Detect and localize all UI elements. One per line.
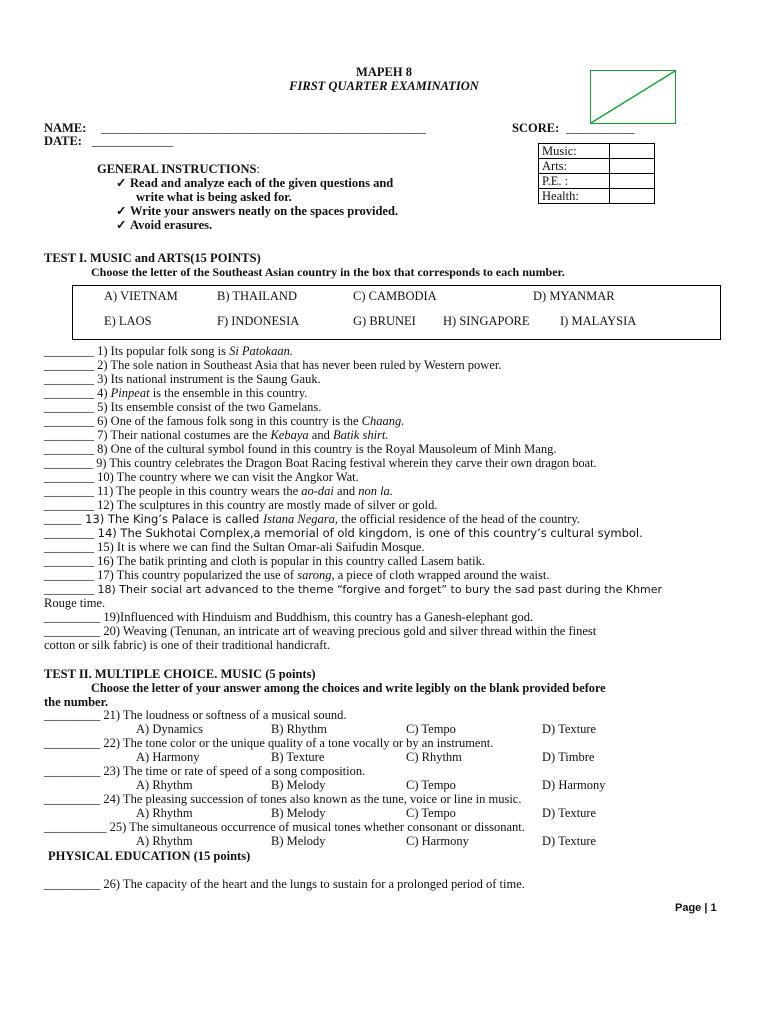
answer-blank[interactable]: ________ — [44, 344, 94, 358]
question-23: _________ 23) The time or rate of speed of a song composition. — [44, 764, 366, 778]
answer-blank[interactable]: ________ — [44, 526, 94, 540]
name-label: NAME: — [44, 121, 87, 135]
score-cell[interactable] — [610, 174, 655, 189]
option-a: A) Harmony — [136, 750, 200, 764]
answer-blank[interactable]: ________ — [44, 498, 94, 512]
question-7: ________ 7) Their national costumes are the Kebaya and Batik shirt. — [44, 428, 389, 442]
question-25: __________ 25) The simultaneous occurrence of musical tones whether consonant or dissonant. — [44, 820, 525, 834]
test1-heading: TEST I. MUSIC and ARTS(15 POINTS) — [44, 251, 261, 265]
name-field[interactable]: ____________________________________________________ — [101, 121, 426, 135]
answer-blank[interactable]: _________ — [44, 610, 101, 624]
answer-blank[interactable]: ________ — [44, 540, 94, 554]
answer-blank[interactable]: ________ — [44, 484, 94, 498]
option-c: C) Tempo — [406, 778, 456, 792]
question-12: ________ 12) The sculptures in this country are mostly made of silver or gold. — [44, 498, 438, 512]
date-field[interactable]: _____________ — [92, 134, 174, 148]
instruction-item: write what is being asked for. — [136, 190, 292, 204]
option-b: B) Melody — [271, 778, 326, 792]
option-b: B) Melody — [271, 806, 326, 820]
question-21: _________ 21) The loudness or softness of a musical sound. — [44, 708, 347, 722]
answer-blank[interactable]: ________ — [44, 400, 94, 414]
pe-heading: PHYSICAL EDUCATION (15 points) — [48, 849, 251, 863]
instruction-item: ✓ Read and analyze each of the given questions and — [116, 176, 394, 190]
answer-blank[interactable]: ________ — [44, 568, 94, 582]
question-19: _________ 19)Influenced with Hinduism and Buddhism, this country has a Ganesh-elephant god. — [44, 610, 534, 624]
question-24: _________ 24) The pleasing succession of tones also known as the tune, voice or line in music. — [44, 792, 522, 806]
question-6: ________ 6) One of the famous folk song in this country is the Chaang. — [44, 414, 405, 428]
test1-direction: Choose the letter of the Southeast Asian country in the box that corresponds to each number. — [91, 265, 565, 279]
option-d: D) Texture — [542, 722, 597, 736]
question-4: ________ 4) Pinpeat is the ensemble in this country. — [44, 386, 308, 400]
question-14: ________ 14) The Sukhotai Complex,a memorial of old kingdom, is one of this country’s cultural symbol. — [44, 526, 643, 540]
score-row-label: P.E. : — [539, 174, 610, 189]
check-icon: ✓ — [116, 218, 127, 232]
answer-blank[interactable]: _________ — [44, 792, 101, 806]
answer-blank[interactable]: ________ — [44, 372, 94, 386]
date-label: DATE: — [44, 134, 82, 148]
score-row-pe — [539, 174, 655, 189]
instruction-item: ✓ Write your answers neatly on the spaces provided. — [116, 204, 399, 218]
question-11: ________ 11) The people in this country wears the ao-dai and non la. — [44, 484, 393, 498]
score-cell[interactable] — [610, 189, 655, 204]
choice-c: C) CAMBODIA — [353, 289, 437, 303]
question-5: ________ 5) Its ensemble consist of the two Gamelans. — [44, 400, 322, 414]
score-box — [590, 70, 676, 124]
question-17: ________ 17) This country popularized the use of sarong, a piece of cloth wrapped around the waist. — [44, 568, 550, 582]
question-22: _________ 22) The tone color or the unique quality of a tone vocally or by an instrument. — [44, 736, 494, 750]
option-d: D) Harmony — [542, 778, 606, 792]
answer-blank[interactable]: ________ — [44, 456, 94, 470]
check-icon: ✓ — [116, 204, 127, 218]
score-row-label: Health: — [539, 189, 610, 204]
question-18: ________ 18) Their social art advanced to the theme “forgive and forget” to bury the sad past during the Khmer — [44, 582, 663, 596]
answer-blank[interactable]: ________ — [44, 358, 94, 372]
test2-direction: Choose the letter of your answer among the choices and write legibly on the blank provided before — [91, 681, 606, 695]
score-label: SCORE: — [512, 121, 560, 135]
choice-i: I) MALAYSIA — [560, 314, 637, 328]
answer-blank[interactable]: ________ — [44, 386, 94, 400]
option-c: C) Tempo — [406, 806, 456, 820]
question-8: ________ 8) One of the cultural symbol found in this country is the Royal Mausoleum of Minh Mang. — [44, 442, 557, 456]
score-box-diagonal — [591, 71, 675, 123]
score-breakdown-table — [538, 143, 655, 204]
choice-g: G) BRUNEI — [353, 314, 416, 328]
question-10: ________ 10) The country where we can visit the Angkor Wat. — [44, 470, 359, 484]
test2-direction-continued: the number. — [44, 695, 109, 709]
question-3: ________ 3) Its national instrument is the Saung Gauk. — [44, 372, 321, 386]
option-c: C) Rhythm — [406, 750, 462, 764]
option-d: D) Texture — [542, 834, 597, 848]
answer-blank[interactable]: _________ — [44, 764, 101, 778]
question-15: ________ 15) It is where we can find the Sultan Omar-ali Saifudin Mosque. — [44, 540, 425, 554]
choice-d: D) MYANMAR — [533, 289, 615, 303]
answer-blank[interactable]: _________ — [44, 877, 101, 891]
option-b: B) Texture — [271, 750, 325, 764]
option-b: B) Rhythm — [271, 722, 327, 736]
option-a: A) Rhythm — [136, 834, 193, 848]
question-2: ________ 2) The sole nation in Southeast Asia that has never been ruled by Western power. — [44, 358, 502, 372]
option-a: A) Rhythm — [136, 806, 193, 820]
page-number: Page | 1 — [675, 902, 717, 914]
question-20-continued: cotton or silk fabric) is one of their traditional handicraft. — [44, 638, 331, 652]
answer-blank[interactable]: ________ — [44, 428, 94, 442]
score-cell[interactable] — [610, 144, 655, 159]
choice-e: E) LAOS — [104, 314, 152, 328]
answer-blank[interactable]: _________ — [44, 708, 101, 722]
score-field[interactable]: ___________ — [566, 121, 635, 135]
answer-blank[interactable]: _________ — [44, 736, 101, 750]
answer-blank[interactable]: ________ — [44, 414, 94, 428]
score-cell[interactable] — [610, 159, 655, 174]
question-13: ______ 13) The King’s Palace is called Istana Negara, the official residence of the head of the country. — [44, 512, 580, 526]
option-b: B) Melody — [271, 834, 326, 848]
instructions-heading: GENERAL INSTRUCTIONS: — [97, 162, 260, 176]
answer-blank[interactable]: ________ — [44, 554, 94, 568]
question-26: _________ 26) The capacity of the heart and the lungs to sustain for a prolonged period of time. — [44, 877, 525, 891]
answer-blank[interactable]: __________ — [44, 820, 107, 834]
choice-a: A) VIETNAM — [104, 289, 178, 303]
question-16: ________ 16) The batik printing and cloth is popular in this country called Lasem batik. — [44, 554, 486, 568]
score-row-label: Music: — [539, 144, 610, 159]
answer-blank[interactable]: ______ — [44, 512, 82, 526]
question-18-continued: Rouge time. — [44, 596, 106, 610]
choice-f: F) INDONESIA — [217, 314, 300, 328]
option-c: C) Harmony — [406, 834, 469, 848]
question-20: _________ 20) Weaving (Tenunan, an intricate art of weaving precious gold and silver thread within the finest — [44, 624, 597, 638]
question-1: ________ 1) Its popular folk song is Si Patokaan. — [44, 344, 293, 358]
score-row-label: Arts: — [539, 159, 610, 174]
score-row-music — [539, 144, 655, 159]
answer-blank[interactable]: _________ — [44, 624, 101, 638]
answer-blank[interactable]: ________ — [44, 442, 94, 456]
score-row-health — [539, 189, 655, 204]
exam-title: MAPEH 8 — [356, 65, 412, 79]
option-d: D) Timbre — [542, 750, 595, 764]
choice-b: B) THAILAND — [217, 289, 297, 303]
option-d: D) Texture — [542, 806, 597, 820]
choice-h: H) SINGAPORE — [443, 314, 530, 328]
answer-blank[interactable]: ________ — [44, 582, 94, 596]
option-a: A) Dynamics — [136, 722, 203, 736]
score-row-arts — [539, 159, 655, 174]
exam-subtitle: FIRST QUARTER EXAMINATION — [289, 79, 479, 93]
option-c: C) Tempo — [406, 722, 456, 736]
test2-heading: TEST II. MULTIPLE CHOICE. MUSIC (5 points) — [44, 667, 316, 681]
instruction-item: ✓ Avoid erasures. — [116, 218, 213, 232]
option-a: A) Rhythm — [136, 778, 193, 792]
check-icon: ✓ — [116, 176, 127, 190]
answer-blank[interactable]: ________ — [44, 470, 94, 484]
question-9: ________ 9) This country celebrates the Dragon Boat Racing festival wherein they carve their own dragon boat. — [44, 456, 597, 470]
